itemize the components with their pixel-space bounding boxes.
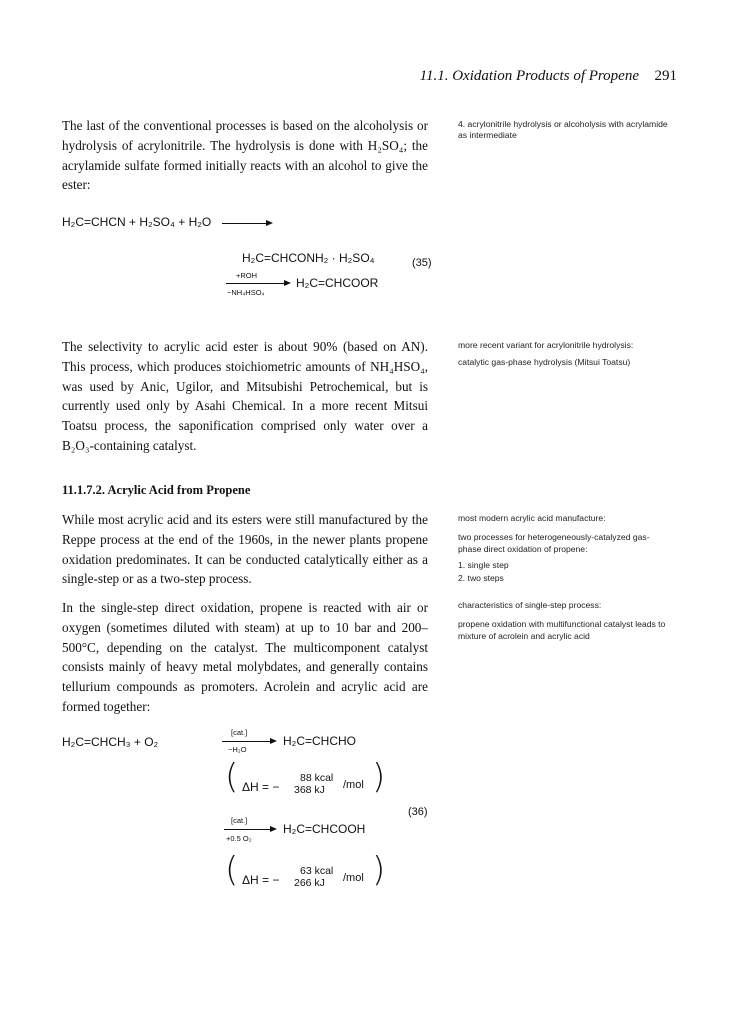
eq36-above-arrow-2: [cat.] <box>231 816 248 825</box>
eq36-arrowhead-1 <box>270 738 277 744</box>
eq35-arrowhead-1 <box>266 220 273 226</box>
eq35-above-arrow: +ROH <box>236 271 258 280</box>
margin-note-4: characteristics of single-step process: propene oxidation with multifunctional catalyst leads to mixture of acrolein and acrylic acid <box>458 600 666 641</box>
eq35-number: (35) <box>412 257 432 269</box>
eq35-arrowhead-2 <box>284 280 291 286</box>
dh1-right-paren: ) <box>372 757 386 797</box>
margin-note-2: more recent variant for acrylonitrile hydrolysis: catalytic gas-phase hydrolysis (Mitsui Toatsu) <box>458 340 634 368</box>
eq35-below-arrow: −NH₄HSO₄ <box>227 288 265 297</box>
eq36-arrow-2 <box>224 829 272 830</box>
eq36-below-arrow-1: −H₂O <box>228 745 247 754</box>
eq36-arrowhead-2 <box>270 826 277 832</box>
dh2-fraction: 63 kcal 266 kJ <box>294 865 334 889</box>
eq36-product-2: H₂C=CHCOOH <box>283 822 366 836</box>
eq35-reactants: H₂C=CHCN + H₂SO₄ + H₂O <box>62 215 212 229</box>
dh1-label: ΔH = − <box>242 780 280 794</box>
dh2-label: ΔH = − <box>242 873 280 887</box>
eq36-reactants: H₂C=CHCH₃ + O₂ <box>62 735 159 749</box>
paragraph-3: While most acrylic acid and its esters were still manufactured by the Reppe process at the end of the 1960s, in the newer plants propene oxidation predominates. It can be conducted catalytically either as a single-step or as a two-step process. <box>62 512 428 587</box>
eq35-arrow-2 <box>226 283 286 284</box>
eq36-product-1: H₂C=CHCHO <box>283 734 356 748</box>
page-header <box>0 68 729 90</box>
dh2-right-paren: ) <box>372 850 386 890</box>
margin-note-3: most modern acrylic acid manufacture: two processes for heterogeneously-catalyzed gas-phase direct oxidation of propene: 1. single step 2. two steps <box>458 513 650 583</box>
running-title: 11.1. Oxidation Products of Propene <box>419 68 639 84</box>
page-number: 291 <box>654 68 677 84</box>
paragraph-4: In the single-step direct oxidation, propene is reacted with air or oxygen (sometimes diluted with steam) at up to 10 bar and 200–500°C, depending on the catalyst. The multicomponent catalyst consists mainly of heavy metal molybdates, and generally contains tellurium compounds as promoters. Acrolein and acrylic acid are formed together: <box>62 600 428 714</box>
dh1-fraction: 88 kcal 368 kJ <box>294 772 334 796</box>
section-heading: 11.1.7.2. Acrylic Acid from Propene <box>62 483 251 497</box>
dh2-unit: /mol <box>343 872 364 884</box>
eq35-product: H₂C=CHCOOR <box>296 276 379 290</box>
eq36-below-arrow-2: +0.5 O₂ <box>226 834 252 843</box>
dh1-unit: /mol <box>343 779 364 791</box>
eq36-above-arrow-1: [cat.] <box>231 728 248 737</box>
dh2-left-paren: ( <box>225 850 239 890</box>
eq35-arrow-1 <box>222 223 268 224</box>
dh1-left-paren: ( <box>225 757 239 797</box>
paragraph-2: The selectivity to acrylic acid ester is about 90% (based on AN). This process, which produces stoichiometric amounts of NH₄HSO₄, was used by Anic, Ugilor, and Mitsubishi Petrochemical, but is currently used only by Asahi Chemical. In a more recent Mitsui Toatsu process, the saponification comprised only water over a B₂O₃-containing catalyst. <box>62 339 428 453</box>
margin-note-1: 4. acrylonitrile hydrolysis or alcoholysis with acrylamide as intermediate <box>458 119 668 141</box>
paragraph-1: The last of the conventional processes is based on the alcoholysis or hydrolysis of acrylonitrile. The hydrolysis is done with H₂SO₄; the acrylamide sulfate formed initially reacts with an alcohol to give the ester: <box>62 118 428 193</box>
eq36-arrow-1 <box>222 741 272 742</box>
eq35-intermediate: H₂C=CHCONH₂ · H₂SO₄ <box>242 251 375 265</box>
eq36-number: (36) <box>408 806 428 818</box>
